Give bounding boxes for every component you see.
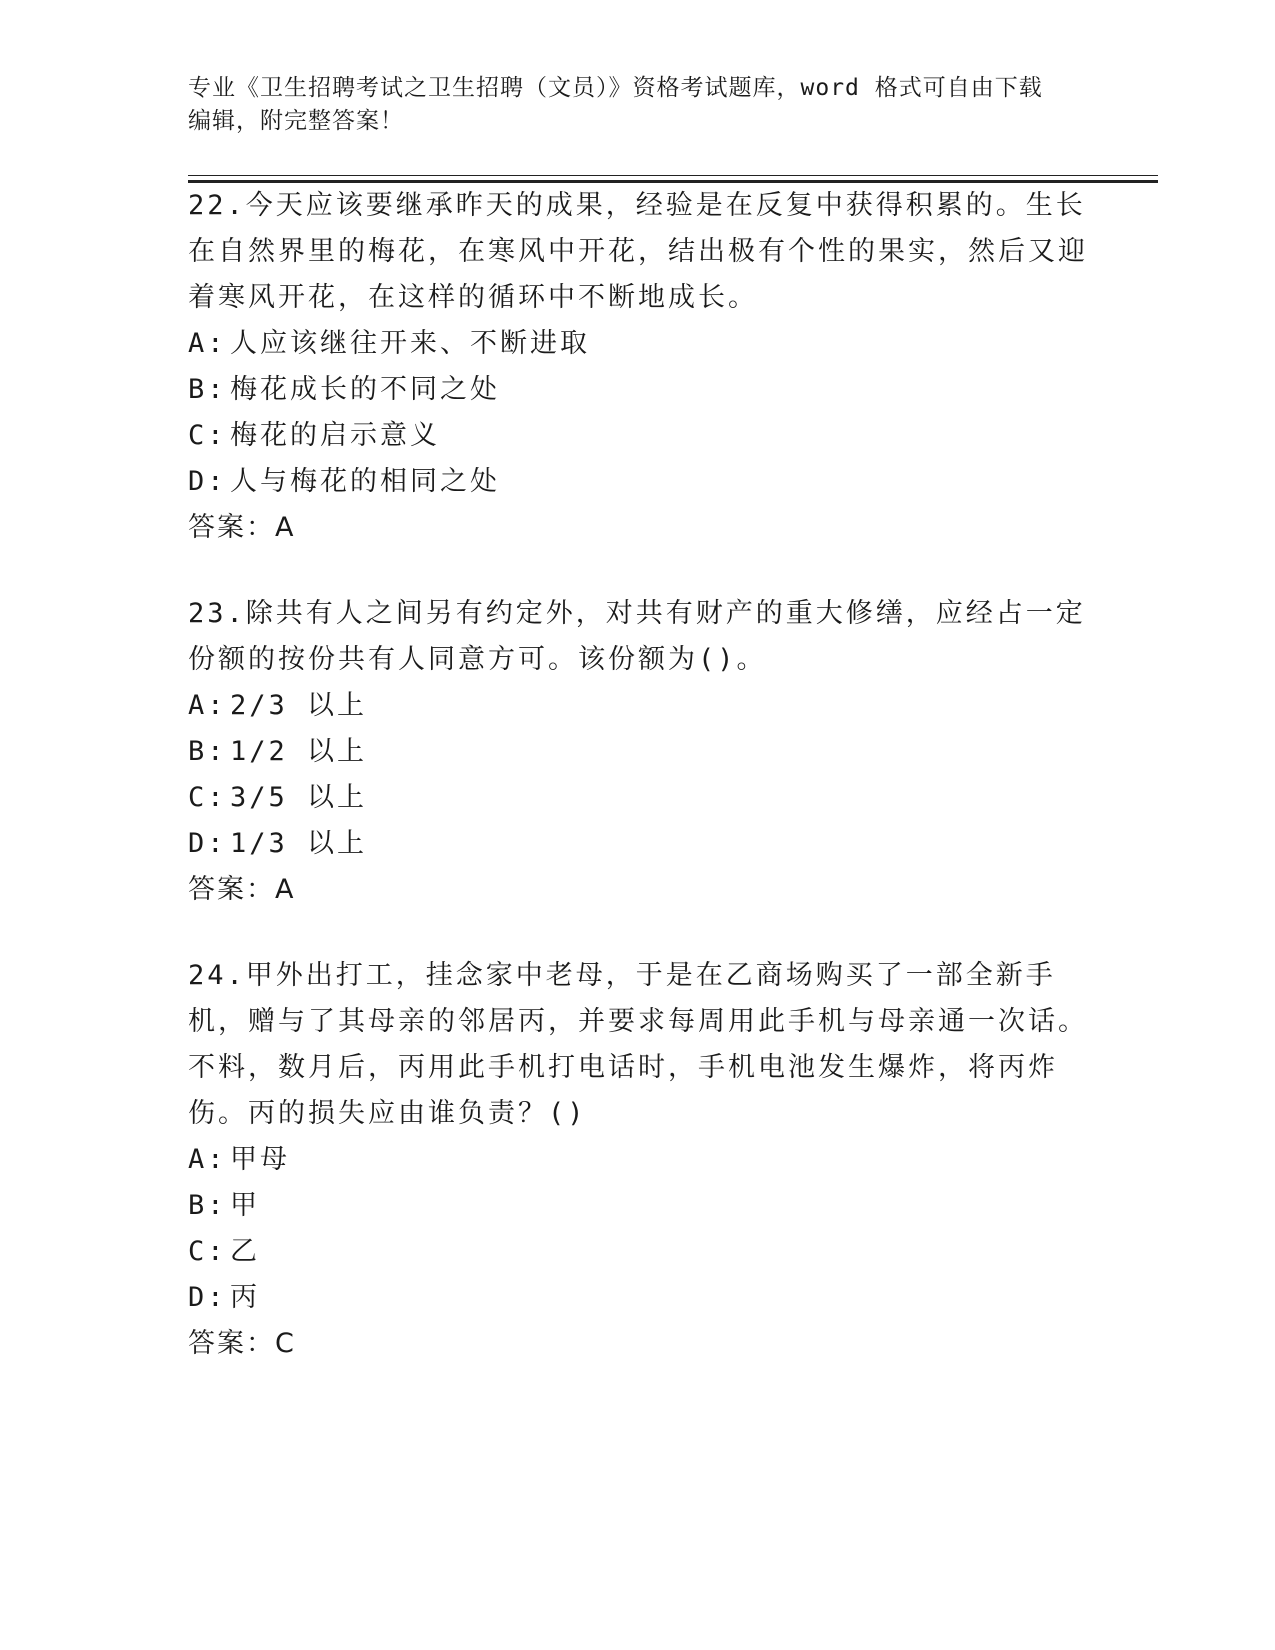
option-text: 人应该继往开来、不断进取 [230, 328, 590, 359]
option-key: C: [188, 782, 227, 813]
answer-label: 答案：C [188, 1328, 296, 1359]
header-line-1: 专业《卫生招聘考试之卫生招聘（文员）》资格考试题库，word 格式可自由下载 [188, 75, 1043, 101]
option-a [188, 321, 1088, 367]
option-text: 3/5 以上 [230, 782, 368, 813]
header-line-2: 编辑，附完整答案！ [188, 108, 404, 134]
header-divider-thin [188, 175, 1158, 176]
question-24 [188, 953, 1088, 1367]
option-key: A: [188, 1144, 227, 1175]
option-text: 梅花成长的不同之处 [230, 374, 500, 405]
option-key: B: [188, 374, 227, 405]
option-c [188, 1229, 1088, 1275]
option-text: 丙 [230, 1282, 260, 1313]
option-key: B: [188, 736, 227, 767]
option-c [188, 775, 1088, 821]
option-key: C: [188, 1236, 227, 1267]
option-d [188, 1275, 1088, 1321]
question-text: 24.甲外出打工，挂念家中老母，于是在乙商场购买了一部全新手机，赠与了其母亲的邻居丙，并要求每周用此手机与母亲通一次话。不料，数月后，丙用此手机打电话时，手机电池发生爆炸，将丙炸伤。丙的损失应由谁负责？() [188, 960, 1088, 1129]
option-key: A: [188, 690, 227, 721]
document-header [188, 72, 1088, 138]
question-22 [188, 183, 1088, 551]
question-23 [188, 591, 1088, 913]
option-key: C: [188, 420, 227, 451]
option-text: 梅花的启示意义 [230, 420, 440, 451]
option-key: B: [188, 1190, 227, 1221]
option-text: 2/3 以上 [230, 690, 368, 721]
answer-label: 答案：A [188, 512, 296, 543]
option-text: 甲母 [230, 1144, 290, 1175]
option-key: A: [188, 328, 227, 359]
option-text: 1/2 以上 [230, 736, 368, 767]
option-a [188, 1137, 1088, 1183]
option-text: 人与梅花的相同之处 [230, 466, 500, 497]
option-c [188, 413, 1088, 459]
option-b [188, 367, 1088, 413]
option-text: 乙 [230, 1236, 260, 1267]
option-text: 1/3 以上 [230, 828, 368, 859]
option-b [188, 1183, 1088, 1229]
question-text: 22.今天应该要继承昨天的成果，经验是在反复中获得积累的。生长在自然界里的梅花，在寒风中开花，结出极有个性的果实，然后又迎着寒风开花，在这样的循环中不断地成长。 [188, 190, 1088, 313]
option-a [188, 683, 1088, 729]
question-text: 23.除共有人之间另有约定外，对共有财产的重大修缮，应经占一定份额的按份共有人同意方可。该份额为()。 [188, 598, 1086, 675]
option-key: D: [188, 466, 227, 497]
option-key: D: [188, 1282, 227, 1313]
option-d [188, 821, 1088, 867]
option-d [188, 459, 1088, 505]
option-text: 甲 [230, 1190, 260, 1221]
option-b [188, 729, 1088, 775]
answer-label: 答案：A [188, 874, 296, 905]
option-key: D: [188, 828, 227, 859]
